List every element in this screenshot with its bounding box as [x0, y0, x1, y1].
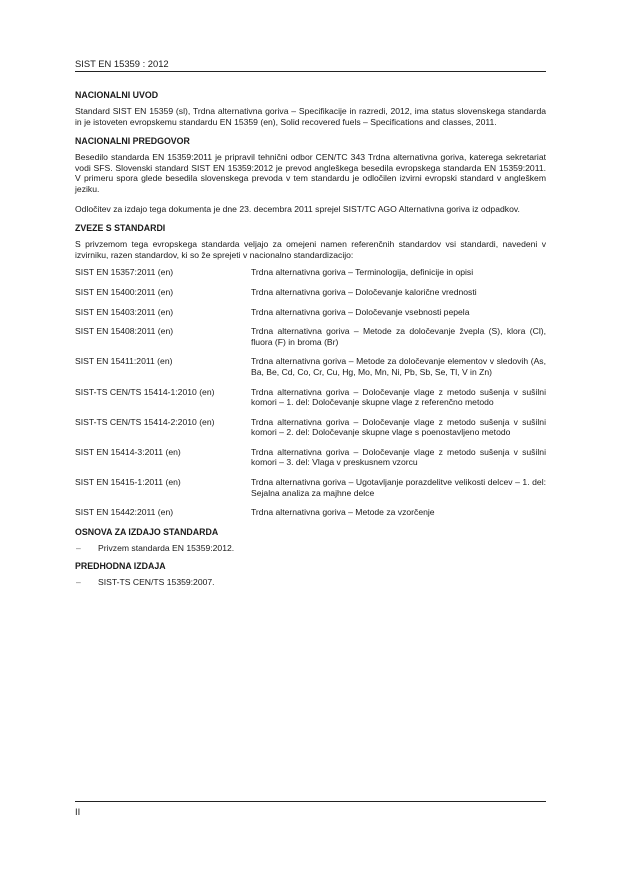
- section-heading-nacionalni-predgovor: NACIONALNI PREDGOVOR: [75, 136, 190, 147]
- reference-code: SIST-TS CEN/TS 15414-1:2010 (en): [75, 386, 215, 397]
- osnova-item-text: Privzem standarda EN 15359:2012.: [98, 542, 235, 553]
- reference-title: Trdna alternativna goriva – Metode za določevanje žvepla (S), klora (Cl), fluora (F) in broma (Br): [251, 326, 546, 347]
- reference-title: Trdna alternativna goriva – Ugotavljanje porazdelitve velikosti delcev – 1. del: Sejalna analiza za majhne delce: [251, 477, 546, 498]
- reference-title: Trdna alternativna goriva – Metode za vzorčenje: [251, 507, 435, 518]
- reference-code: SIST EN 15408:2011 (en): [75, 326, 174, 337]
- predgovor-paragraph-2: Odločitev za izdajo tega dokumenta je dne 23. decembra 2011 sprejel SIST/TC AGO Alternativna goriva iz odpadkov.: [75, 203, 520, 214]
- reference-title: Trdna alternativna goriva – Terminologija, definicije in opisi: [251, 267, 474, 278]
- reference-title: Trdna alternativna goriva – Določevanje kalorične vrednosti: [251, 286, 477, 297]
- dash-bullet: –: [76, 577, 81, 588]
- zveze-intro: S privzemom tega evropskega standarda veljajo za omejeni namen referenčnih standardov vsi standardi, navedeni v izvirniku, razen standardov, ki so že sprejeti v nacionalno standardizacijo:: [75, 239, 546, 260]
- reference-row: [75, 507, 546, 518]
- reference-row: [75, 477, 546, 498]
- nacionalni-uvod-text: Standard SIST EN 15359 (sl), Trdna alternativna goriva – Specifikacije in razredi, 2012, ima status slovenskega standarda in je istoveten evropskemu standardu EN 15359 (en), Solid recovered fuels – Specifications and classes, 2011.: [75, 106, 546, 127]
- predhodna-list-item: [75, 577, 546, 588]
- dash-bullet: –: [76, 542, 81, 553]
- reference-code: SIST EN 15414-3:2011 (en): [75, 446, 181, 457]
- section-heading-predhodna: PREDHODNA IZDAJA: [75, 561, 166, 572]
- reference-row: [75, 326, 546, 347]
- reference-title: Trdna alternativna goriva – Določevanje vlage z metodo sušenja v sušilni komori – 1. del: Določevanje skupne vlage z referenčno metodo: [251, 386, 546, 408]
- reference-row: [75, 267, 546, 278]
- reference-row: [75, 287, 546, 298]
- reference-code: SIST EN 15415-1:2011 (en): [75, 477, 181, 488]
- predhodna-item-text: SIST-TS CEN/TS 15359:2007.: [98, 577, 215, 588]
- reference-row: [75, 387, 546, 408]
- section-heading-osnova: OSNOVA ZA IZDAJO STANDARDA: [75, 526, 219, 537]
- reference-row: [75, 356, 546, 377]
- running-header: SIST EN 15359 : 2012: [75, 58, 169, 69]
- section-heading-zveze: ZVEZE S STANDARDI: [75, 223, 166, 234]
- reference-title: Trdna alternativna goriva – Metode za določevanje elementov v sledovih (As, Ba, Be, Cd, Co, Cr, Cu, Hg, Mo, Mn, Ni, Pb, Sb, Se, Tl, V in Zn): [251, 356, 546, 377]
- reference-code: SIST EN 15411:2011 (en): [75, 356, 173, 367]
- header-rule: [75, 71, 546, 72]
- reference-code: SIST EN 15442:2011 (en): [75, 507, 174, 518]
- reference-list: [75, 267, 546, 518]
- osnova-list-item: [75, 543, 546, 554]
- page-body: [75, 90, 546, 596]
- page-number: II: [75, 806, 81, 817]
- reference-code: SIST EN 15403:2011 (en): [75, 306, 174, 317]
- reference-title: Trdna alternativna goriva – Določevanje vsebnosti pepela: [251, 306, 470, 317]
- footer-rule: [75, 801, 546, 802]
- predgovor-paragraph-1: Besedilo standarda EN 15359:2011 je pripravil tehnični odbor CEN/TC 343 Trdna alternativna goriva, katerega sekretariat vodi SFS. Slovenski standard SIST EN 15359:2012 je prevod angleškega besedila evropskega standarda EN 15359:2011. V primeru spora glede besedila slovenskega prevoda v tem standardu je odločilen izvirni evropski standard v angleškem jeziku.: [75, 152, 546, 194]
- reference-row: [75, 417, 546, 438]
- reference-code: SIST-TS CEN/TS 15414-2:2010 (en): [75, 416, 215, 427]
- section-heading-nacionalni-uvod: NACIONALNI UVOD: [75, 90, 159, 100]
- reference-code: SIST EN 15357:2011 (en): [75, 267, 174, 278]
- reference-code: SIST EN 15400:2011 (en): [75, 286, 174, 297]
- reference-row: [75, 447, 546, 468]
- reference-row: [75, 307, 546, 318]
- reference-title: Trdna alternativna goriva – Določevanje vlage z metodo sušenja v sušilni komori – 3. del: Vlaga v preskusnem vzorcu: [251, 446, 546, 468]
- reference-title: Trdna alternativna goriva – Določevanje vlage z metodo sušenja v sušilni komori – 2. del: Določevanje skupne vlage s poenostavljeno metodo: [251, 416, 546, 438]
